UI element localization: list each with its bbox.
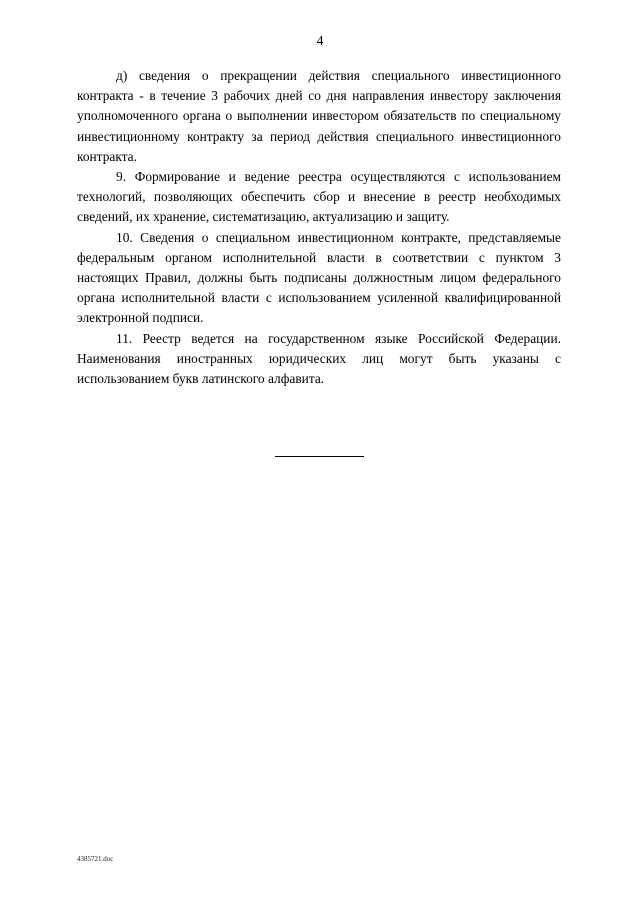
paragraph-11: 11. Реестр ведется на государственном языке Российской Федерации. Наименования иностранных юридических лиц могут быть указаны с использованием букв латинского алфавита.	[77, 330, 561, 387]
footer-file-name: 4385721.doc	[77, 855, 114, 863]
page-number: 4	[316, 34, 324, 49]
end-of-text-divider	[275, 456, 364, 457]
paragraph-9: 9. Формирование и ведение реестра осуществляются с использованием технологий, позволяющих обеспечить сбор и внесение в реестр необходимых сведений, их хранение, систематизацию, актуализацию и защиту.	[77, 169, 561, 225]
paragraph-10: 10. Сведения о специальном инвестиционном контракте, представляемые федеральным органом исполнительной власти в соответствии с пунктом 3 настоящих Правил, должны быть подписаны должностным лицом федерального органа исполнительной власти с использованием усиленной квалифицированной электронной подписи.	[77, 229, 561, 326]
paragraph-subitem-d: д) сведения о прекращении действия специального инвестиционного контракта - в течение 3 рабочих дней со дня направления инвестору заключения уполномоченного органа о выполнении инвестором обязательств по специальному инвестиционному контракту за период действия специального инвестиционного контракта.	[77, 68, 561, 164]
document-body	[77, 66, 561, 389]
